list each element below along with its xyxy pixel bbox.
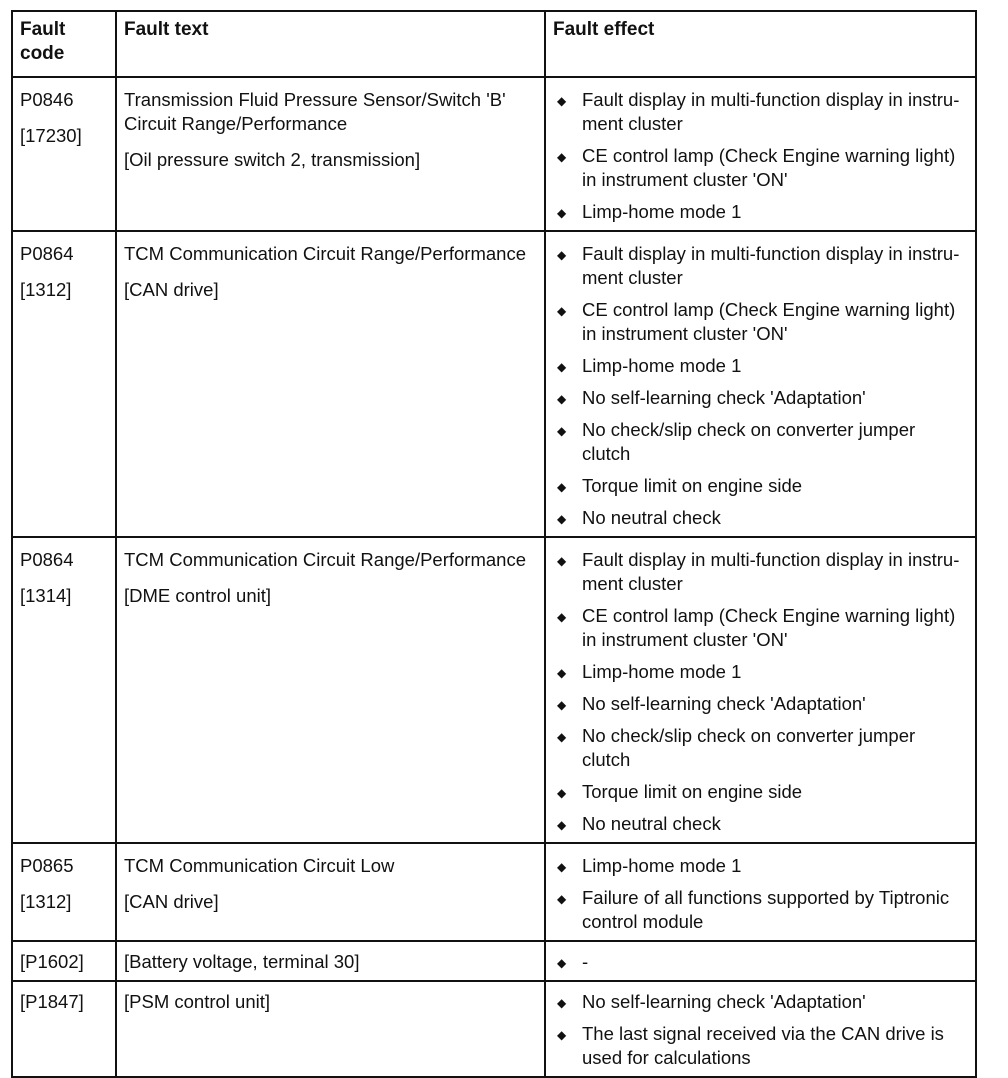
fault-effect-item <box>553 604 963 652</box>
fault-code: P0864 <box>20 243 74 264</box>
fault-code-table <box>11 10 977 1078</box>
fault-effect-text: The last signal received via the CAN drive is used for calculations <box>582 1023 944 1068</box>
diamond-bullet-icon: ◆ <box>557 360 567 374</box>
diamond-bullet-icon: ◆ <box>557 480 567 494</box>
fault-effect-text: Torque limit on engine side <box>582 475 803 496</box>
header-row <box>12 11 976 77</box>
fault-text-secondary: [Oil pressure switch 2, transmission] <box>124 149 421 170</box>
fault-code: P0846 <box>20 89 74 110</box>
diamond-bullet-icon: ◆ <box>557 996 567 1010</box>
fault-text-cell <box>116 231 545 537</box>
fault-text-secondary: [CAN drive] <box>124 279 219 300</box>
fault-effect-cell <box>545 843 976 941</box>
fault-effect-item <box>553 298 963 346</box>
diamond-bullet-icon: ◆ <box>557 956 567 970</box>
diamond-bullet-icon: ◆ <box>557 892 567 906</box>
fault-effect-item <box>553 200 963 224</box>
fault-effect-item <box>553 724 963 772</box>
fault-effect-item <box>553 144 963 192</box>
diamond-bullet-icon: ◆ <box>557 554 567 568</box>
fault-effect-item <box>553 548 963 596</box>
fault-effect-item <box>553 1022 963 1070</box>
fault-effect-text: - <box>582 951 589 972</box>
fault-effect-item <box>553 692 963 716</box>
fault-effect-text: Limp-home mode 1 <box>582 855 742 876</box>
fault-code: [P1847] <box>20 991 84 1012</box>
fault-effect-text: No check/slip check on converter jumper clutch <box>582 725 916 770</box>
diamond-bullet-icon: ◆ <box>557 94 567 108</box>
fault-code-secondary: [1314] <box>20 585 72 606</box>
header-fault-text: Fault text <box>116 11 545 77</box>
diamond-bullet-icon: ◆ <box>557 786 567 800</box>
diamond-bullet-icon: ◆ <box>557 610 567 624</box>
fault-effect-text: Fault display in multi-function display in instru-ment cluster <box>582 89 960 134</box>
fault-effect-cell <box>545 537 976 843</box>
diamond-bullet-icon: ◆ <box>557 698 567 712</box>
fault-code-cell <box>12 843 116 941</box>
fault-effect-item <box>553 418 963 466</box>
fault-effect-list <box>553 854 967 934</box>
fault-effect-text: No neutral check <box>582 813 721 834</box>
fault-text-cell <box>116 77 545 231</box>
fault-text: TCM Communication Circuit Range/Performance <box>124 549 526 570</box>
diamond-bullet-icon: ◆ <box>557 150 567 164</box>
fault-effect-text: No check/slip check on converter jumper clutch <box>582 419 916 464</box>
fault-text-cell <box>116 941 545 981</box>
fault-text: [PSM control unit] <box>124 991 271 1012</box>
diamond-bullet-icon: ◆ <box>557 818 567 832</box>
diamond-bullet-icon: ◆ <box>557 730 567 744</box>
diamond-bullet-icon: ◆ <box>557 512 567 526</box>
diamond-bullet-icon: ◆ <box>557 206 567 220</box>
fault-effect-item <box>553 88 963 136</box>
fault-effect-list <box>553 242 967 530</box>
fault-effect-item <box>553 854 963 878</box>
fault-effect-text: Limp-home mode 1 <box>582 355 742 376</box>
fault-effect-item <box>553 354 963 378</box>
fault-text: TCM Communication Circuit Range/Performance <box>124 243 526 264</box>
fault-code-secondary: [1312] <box>20 279 72 300</box>
fault-effect-cell <box>545 77 976 231</box>
header-fault-code-line1: Fault <box>20 19 66 40</box>
diamond-bullet-icon: ◆ <box>557 424 567 438</box>
fault-code: [P1602] <box>20 951 84 972</box>
fault-effect-text: CE control lamp (Check Engine warning light) in instrument cluster 'ON' <box>582 145 956 190</box>
fault-text-secondary: [CAN drive] <box>124 891 219 912</box>
fault-effect-item <box>553 780 963 804</box>
fault-effect-text: Torque limit on engine side <box>582 781 803 802</box>
table-row <box>12 941 976 981</box>
fault-effect-item <box>553 886 963 934</box>
fault-code-cell <box>12 231 116 537</box>
table-row <box>12 537 976 843</box>
table-row <box>12 981 976 1077</box>
fault-effect-item <box>553 812 963 836</box>
fault-effect-cell <box>545 981 976 1077</box>
fault-code-cell <box>12 981 116 1077</box>
fault-text-cell <box>116 843 545 941</box>
fault-effect-item <box>553 242 963 290</box>
table-row <box>12 843 976 941</box>
fault-code-cell <box>12 77 116 231</box>
fault-effect-text: No self-learning check 'Adaptation' <box>582 991 866 1012</box>
fault-text: [Battery voltage, terminal 30] <box>124 951 360 972</box>
fault-effect-text: Fault display in multi-function display in instru-ment cluster <box>582 549 960 594</box>
fault-effect-text: No self-learning check 'Adaptation' <box>582 387 866 408</box>
fault-effect-item <box>553 386 963 410</box>
fault-effect-item <box>553 474 963 498</box>
fault-effect-text: No self-learning check 'Adaptation' <box>582 693 866 714</box>
fault-effect-list <box>553 548 967 836</box>
diamond-bullet-icon: ◆ <box>557 1028 567 1042</box>
diamond-bullet-icon: ◆ <box>557 392 567 406</box>
fault-effect-text: Fault display in multi-function display in instru-ment cluster <box>582 243 960 288</box>
fault-effect-text: CE control lamp (Check Engine warning light) in instrument cluster 'ON' <box>582 299 956 344</box>
fault-effect-cell <box>545 231 976 537</box>
fault-effect-text: No neutral check <box>582 507 721 528</box>
fault-text-cell <box>116 981 545 1077</box>
diamond-bullet-icon: ◆ <box>557 248 567 262</box>
fault-code-cell <box>12 941 116 981</box>
fault-effect-cell <box>545 941 976 981</box>
fault-effect-item <box>553 950 963 974</box>
fault-code-cell <box>12 537 116 843</box>
table-body <box>12 77 976 1077</box>
table-row <box>12 77 976 231</box>
diamond-bullet-icon: ◆ <box>557 666 567 680</box>
fault-effect-list <box>553 990 967 1070</box>
header-fault-effect: Fault effect <box>545 11 976 77</box>
fault-code-secondary: [1312] <box>20 891 72 912</box>
fault-effect-text: Limp-home mode 1 <box>582 201 742 222</box>
fault-effect-list <box>553 88 967 224</box>
fault-code: P0864 <box>20 549 74 570</box>
fault-text: TCM Communication Circuit Low <box>124 855 395 876</box>
header-fault-code <box>12 11 116 77</box>
fault-effect-text: CE control lamp (Check Engine warning light) in instrument cluster 'ON' <box>582 605 956 650</box>
fault-text-secondary: [DME control unit] <box>124 585 272 606</box>
diamond-bullet-icon: ◆ <box>557 860 567 874</box>
fault-code-document <box>11 10 975 1078</box>
fault-effect-text: Failure of all functions supported by Tiptronic control module <box>582 887 950 932</box>
fault-effect-item <box>553 660 963 684</box>
table-row <box>12 231 976 537</box>
fault-code: P0865 <box>20 855 74 876</box>
fault-effect-text: Limp-home mode 1 <box>582 661 742 682</box>
diamond-bullet-icon: ◆ <box>557 304 567 318</box>
fault-effect-item <box>553 506 963 530</box>
fault-effect-list <box>553 950 967 974</box>
fault-code-secondary: [17230] <box>20 125 82 146</box>
fault-text: Transmission Fluid Pressure Sensor/Switch 'B' Circuit Range/Performance <box>124 89 506 134</box>
fault-effect-item <box>553 990 963 1014</box>
header-fault-code-line2: code <box>20 43 65 64</box>
fault-text-cell <box>116 537 545 843</box>
